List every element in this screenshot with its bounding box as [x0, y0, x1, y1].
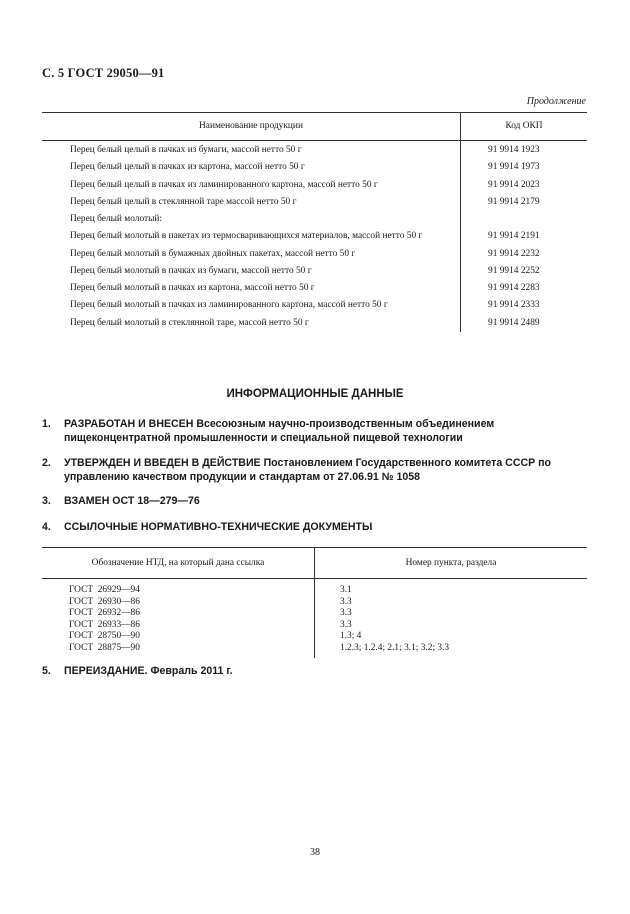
product-name: Перец белый целый в стеклянной таре массой нетто 50 г — [42, 194, 461, 211]
table-row — [42, 177, 587, 194]
column-header-product-name: Наименование продукции — [42, 113, 461, 141]
ntd-designation: ГОСТ 26929—94 — [42, 579, 315, 597]
table-row — [42, 263, 587, 280]
references-table — [42, 547, 587, 658]
table-row — [42, 597, 587, 609]
clause-number: 1.3; 4 — [340, 631, 362, 641]
table-row — [42, 229, 587, 246]
product-name: Перец белый молотый: — [42, 212, 461, 229]
info-item-developed — [42, 417, 587, 446]
column-header-ntd-designation: Обозначение НТД, на который дана ссылка — [42, 548, 315, 579]
table-row — [42, 298, 587, 315]
ntd-designation: ГОСТ 28875—90 — [42, 643, 315, 659]
item-number: 5. — [42, 665, 51, 677]
okp-code: 91 9914 2283 — [488, 283, 540, 293]
okp-code: 91 9914 2191 — [488, 231, 540, 242]
table-row — [42, 141, 587, 160]
page-header: С. 5 ГОСТ 29050—91 — [42, 66, 165, 80]
product-name: Перец белый молотый в стеклянной таре, массой нетто 50 г — [42, 315, 461, 332]
okp-code: 91 9914 2489 — [488, 317, 540, 328]
table-row — [42, 631, 587, 643]
product-name: Перец белый молотый в бумажных двойных пакетах, массой нетто 50 г — [42, 246, 461, 263]
okp-code: 91 9914 2232 — [488, 248, 540, 259]
references-table-header — [42, 548, 587, 579]
table-row — [42, 194, 587, 211]
item-text: ССЫЛОЧНЫЕ НОРМАТИВНО-ТЕХНИЧЕСКИЕ ДОКУМЕНТЫ — [64, 521, 373, 533]
item-number: 2. — [42, 457, 51, 469]
item-number: 1. — [42, 418, 51, 430]
item-text: ВЗАМЕН ОСТ 18—279—76 — [64, 495, 200, 507]
item-number: 3. — [42, 495, 51, 507]
table-row — [42, 246, 587, 263]
clause-number: 1.2.3; 1.2.4; 2.1; 3.1; 3.2; 3.3 — [340, 642, 450, 653]
product-name: Перец белый целый в пачках из бумаги, массой нетто 50 г — [42, 141, 461, 160]
clause-number: 3.3 — [340, 596, 352, 607]
product-name: Перец белый молотый в пачках из бумаги, массой нетто 50 г — [42, 263, 461, 280]
okp-code: 91 9914 2252 — [488, 265, 540, 276]
okp-code: 91 9914 1973 — [488, 162, 540, 173]
okp-code: 91 9914 2023 — [488, 179, 540, 190]
table-row — [42, 160, 587, 177]
ntd-designation: ГОСТ 28750—90 — [42, 631, 315, 643]
okp-code: 91 9914 2179 — [488, 196, 540, 207]
table-row — [42, 620, 587, 632]
okp-code: 91 9914 2333 — [488, 300, 540, 311]
ntd-designation: ГОСТ 26933—86 — [42, 620, 315, 632]
product-name: Перец белый целый в пачках из ламинированного картона, массой нетто 50 г — [42, 177, 461, 194]
products-table-header — [42, 113, 587, 141]
table-row — [42, 608, 587, 620]
okp-code: 91 9914 1923 — [488, 145, 540, 155]
page-number: 38 — [310, 847, 320, 858]
clause-number: 3.3 — [340, 619, 352, 630]
product-name: Перец белый молотый в пачках из картона, массой нетто 50 г — [42, 281, 461, 298]
clause-number: 3.3 — [340, 608, 352, 618]
item-text: ПЕРЕИЗДАНИЕ. Февраль 2011 г. — [64, 665, 233, 677]
product-name: Перец белый молотый в пачках из ламинированного картона, массой нетто 50 г — [42, 298, 461, 315]
info-item-reissue — [42, 664, 587, 678]
table-row — [42, 315, 587, 332]
info-item-approved — [42, 456, 587, 485]
products-table — [42, 112, 587, 332]
column-header-okp-code: Код ОКП — [461, 113, 588, 141]
info-item-references — [42, 520, 587, 534]
product-name: Перец белый целый в пачках из картона, массой нетто 50 г — [42, 160, 461, 177]
okp-code — [461, 212, 588, 229]
item-number: 4. — [42, 521, 51, 533]
column-header-clause-number: Номер пункта, раздела — [315, 548, 588, 579]
ntd-designation: ГОСТ 26930—86 — [42, 597, 315, 609]
ntd-designation: ГОСТ 26932—86 — [42, 608, 315, 620]
table-row — [42, 643, 587, 659]
continuation-label: Продолжение — [526, 96, 586, 107]
table-row — [42, 281, 587, 298]
table-row — [42, 579, 587, 597]
info-item-replaces — [42, 494, 587, 508]
info-section-title: ИНФОРМАЦИОННЫЕ ДАННЫЕ — [226, 388, 404, 400]
clause-number: 3.1 — [340, 585, 352, 595]
product-name: Перец белый молотый в пакетах из термосваривающихся материалов, массой нетто 50 г — [42, 229, 461, 246]
item-text: УТВЕРЖДЕН И ВВЕДЕН В ДЕЙСТВИЕ Постановлением Государственного комитета СССР по управлению качеством продукции и стандартам от 27.06.91 № 1058 — [64, 457, 552, 484]
item-text: РАЗРАБОТАН И ВНЕСЕН Всесоюзным научно-производственным объединением пищеконцентратной промышленности и специальной пищевой технологии — [64, 418, 495, 445]
table-row — [42, 212, 587, 229]
